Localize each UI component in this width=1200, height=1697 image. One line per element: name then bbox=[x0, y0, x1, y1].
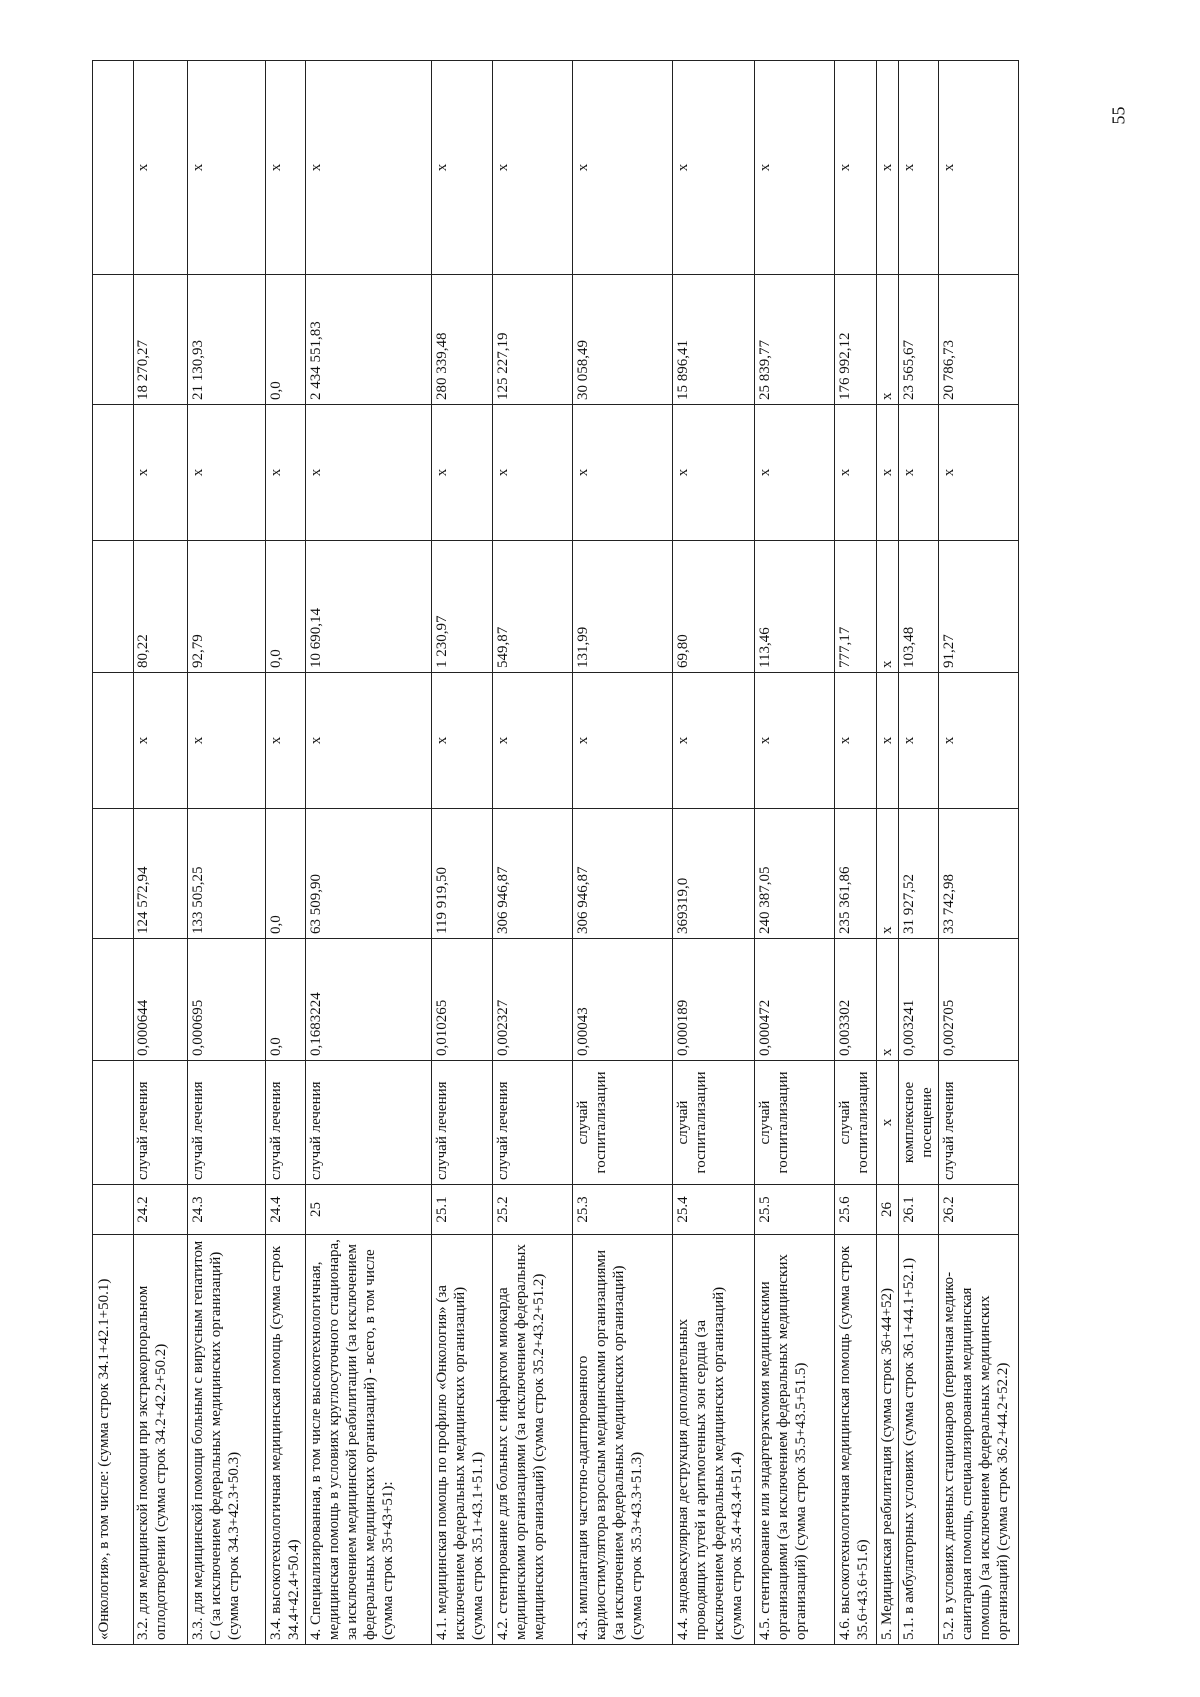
row-col9: х bbox=[876, 275, 898, 405]
table-row bbox=[938, 60, 1019, 1645]
row-col6: х bbox=[265, 673, 305, 809]
row-col8: х bbox=[754, 405, 834, 541]
row-col10 bbox=[93, 60, 133, 275]
row-number: 25.5 bbox=[754, 1185, 834, 1235]
row-col9: 23 565,67 bbox=[898, 275, 938, 405]
row-col8: х bbox=[876, 405, 898, 541]
row-col9: 21 130,93 bbox=[187, 275, 265, 405]
row-col6: х bbox=[132, 673, 187, 809]
row-number: 26.1 bbox=[898, 1185, 938, 1235]
table-row bbox=[92, 60, 134, 1645]
row-col8: х bbox=[898, 405, 938, 541]
row-number: 25.2 bbox=[492, 1185, 572, 1235]
row-name: 3.3. для медицинской помощи больным с вирусным гепатитом С (за исключением федеральных медицинских организаций) (сумма строк 34.3+42.3+50.3) bbox=[187, 1235, 265, 1645]
row-unit: случай госпитализации bbox=[834, 1061, 876, 1185]
row-number: 26.2 bbox=[938, 1185, 1018, 1235]
row-unit: случай лечения bbox=[938, 1061, 1018, 1185]
row-col7: 103,48 bbox=[898, 541, 938, 673]
row-col10: х bbox=[898, 60, 938, 275]
row-name: 5. Медицинская реабилитация (сумма строк 36+44+52) bbox=[876, 1235, 898, 1645]
row-col6: х bbox=[938, 673, 1018, 809]
row-volume bbox=[93, 939, 133, 1061]
row-volume: 0,0 bbox=[265, 939, 305, 1061]
row-col7: 80,22 bbox=[132, 541, 187, 673]
row-volume: 0,1683224 bbox=[305, 939, 431, 1061]
row-col10: х bbox=[754, 60, 834, 275]
row-cost: 0,0 bbox=[265, 809, 305, 939]
row-col8: х bbox=[305, 405, 431, 541]
row-col9: 25 839,77 bbox=[754, 275, 834, 405]
row-number: 25.1 bbox=[431, 1185, 492, 1235]
row-col7: 777,17 bbox=[834, 541, 876, 673]
row-col6: х bbox=[834, 673, 876, 809]
row-cost: 306 946,87 bbox=[572, 809, 672, 939]
row-col6: х bbox=[431, 673, 492, 809]
row-col9: 15 896,41 bbox=[672, 275, 754, 405]
row-name: 4. Специализированная, в том числе высокотехнологичная, медицинская помощь в условиях круглосуточного стационара, за исключением медицинской реабилитации (за исключением федеральных медицинских организаций) - всего, в том числе (сумма строк 35+43+51): bbox=[305, 1235, 431, 1645]
row-col6: х bbox=[876, 673, 898, 809]
row-name: 4.3. имплантация частотно-адаптированного кардиостимулятора взрослым медицинскими организациями (за исключением федеральных медицинских организаций) (сумма строк 35.3+43.3+51.3) bbox=[572, 1235, 672, 1645]
row-col6: х bbox=[187, 673, 265, 809]
row-unit: случай лечения bbox=[132, 1061, 187, 1185]
row-col9: 176 992,12 bbox=[834, 275, 876, 405]
row-volume: 0,010265 bbox=[431, 939, 492, 1061]
row-volume: 0,000189 bbox=[672, 939, 754, 1061]
row-col7 bbox=[93, 541, 133, 673]
row-number: 25.3 bbox=[572, 1185, 672, 1235]
table-row bbox=[754, 60, 835, 1645]
row-col6: х bbox=[898, 673, 938, 809]
row-col9: 125 227,19 bbox=[492, 275, 572, 405]
table-row bbox=[305, 60, 432, 1645]
row-col9: 2 434 551,83 bbox=[305, 275, 431, 405]
row-col9: 18 270,27 bbox=[132, 275, 187, 405]
row-name: 5.1. в амбулаторных условиях (сумма строк 36.1+44.1+52.1) bbox=[898, 1235, 938, 1645]
row-unit: случай госпитализации bbox=[754, 1061, 834, 1185]
row-col10: х bbox=[265, 60, 305, 275]
table-row bbox=[572, 60, 673, 1645]
row-number: 24.4 bbox=[265, 1185, 305, 1235]
row-unit bbox=[93, 1061, 133, 1185]
row-number: 24.3 bbox=[187, 1185, 265, 1235]
row-unit: случай госпитализации bbox=[672, 1061, 754, 1185]
page-number: 55 bbox=[1108, 106, 1129, 124]
row-name: 4.2. стентирование для больных с инфарктом миокарда медицинскими организациями (за исключением федеральных медицинских организаций) (сумма строк 35.2+43.2+51.2) bbox=[492, 1235, 572, 1645]
row-col7: 131,99 bbox=[572, 541, 672, 673]
table-row bbox=[672, 60, 755, 1645]
row-col10: х bbox=[672, 60, 754, 275]
row-col10: х bbox=[187, 60, 265, 275]
row-cost: 235 361,86 bbox=[834, 809, 876, 939]
table-row bbox=[431, 60, 493, 1645]
row-cost: 240 387,05 bbox=[754, 809, 834, 939]
row-col8: х bbox=[492, 405, 572, 541]
row-unit: случай лечения bbox=[431, 1061, 492, 1185]
row-name: 4.4. эндоваскулярная деструкция дополнительных проводящих путей и аритмогенных зон сердца (за исключением федеральных медицинских организаций) (сумма строк 35.4+43.4+51.4) bbox=[672, 1235, 754, 1645]
table-row bbox=[492, 60, 573, 1645]
row-col8: х bbox=[431, 405, 492, 541]
row-col6: х bbox=[305, 673, 431, 809]
row-col7: 0,0 bbox=[265, 541, 305, 673]
row-col9: 280 339,48 bbox=[431, 275, 492, 405]
row-name: 3.2. для медицинской помощи при экстракорпоральном оплодотворении (сумма строк 34.2+42.2+50.2) bbox=[132, 1235, 187, 1645]
row-unit: х bbox=[876, 1061, 898, 1185]
row-col8: х bbox=[187, 405, 265, 541]
row-col7: 69,80 bbox=[672, 541, 754, 673]
row-unit: случай лечения bbox=[492, 1061, 572, 1185]
row-col8: х bbox=[834, 405, 876, 541]
row-col6: х bbox=[672, 673, 754, 809]
row-cost: 63 509,90 bbox=[305, 809, 431, 939]
row-unit: случай лечения bbox=[187, 1061, 265, 1185]
row-unit: случай госпитализации bbox=[572, 1061, 672, 1185]
row-col10: х bbox=[834, 60, 876, 275]
row-col7: х bbox=[876, 541, 898, 673]
row-col7: 91,27 bbox=[938, 541, 1018, 673]
row-number: 25 bbox=[305, 1185, 431, 1235]
row-volume: 0,003302 bbox=[834, 939, 876, 1061]
row-name: 4.1. медицинская помощь по профилю «Онкология» (за исключением федеральных медицинских организаций) (сумма строк 35.1+43.1+51.1) bbox=[431, 1235, 492, 1645]
row-number bbox=[93, 1185, 133, 1235]
row-number: 25.6 bbox=[834, 1185, 876, 1235]
row-volume: 0,002327 bbox=[492, 939, 572, 1061]
row-unit: случай лечения bbox=[305, 1061, 431, 1185]
row-volume: 0,003241 bbox=[898, 939, 938, 1061]
row-col10: х bbox=[132, 60, 187, 275]
row-col10: х bbox=[876, 60, 898, 275]
row-number: 26 bbox=[876, 1185, 898, 1235]
row-col6: х bbox=[492, 673, 572, 809]
row-volume: 0,002705 bbox=[938, 939, 1018, 1061]
row-cost bbox=[93, 809, 133, 939]
row-cost: 124 572,94 bbox=[132, 809, 187, 939]
row-col7: 10 690,14 bbox=[305, 541, 431, 673]
row-cost: х bbox=[876, 809, 898, 939]
row-volume: 0,000644 bbox=[132, 939, 187, 1061]
row-unit: случай лечения bbox=[265, 1061, 305, 1185]
row-cost: 133 505,25 bbox=[187, 809, 265, 939]
row-col6: х bbox=[754, 673, 834, 809]
table-row bbox=[876, 60, 899, 1645]
row-cost: 369319,0 bbox=[672, 809, 754, 939]
row-col7: 549,87 bbox=[492, 541, 572, 673]
table-row bbox=[898, 60, 939, 1645]
row-col8: х bbox=[572, 405, 672, 541]
table-row bbox=[265, 60, 306, 1645]
row-col9: 30 058,49 bbox=[572, 275, 672, 405]
row-col10: х bbox=[572, 60, 672, 275]
row-col9: 20 786,73 bbox=[938, 275, 1018, 405]
row-col7: 113,46 bbox=[754, 541, 834, 673]
row-cost: 306 946,87 bbox=[492, 809, 572, 939]
row-cost: 33 742,98 bbox=[938, 809, 1018, 939]
row-volume: х bbox=[876, 939, 898, 1061]
table-row bbox=[132, 60, 188, 1645]
row-col9: 0,0 bbox=[265, 275, 305, 405]
row-col8 bbox=[93, 405, 133, 541]
row-name: 4.6. высокотехнологичная медицинская помощь (сумма строк 35.6+43.6+51.6) bbox=[834, 1235, 876, 1645]
row-volume: 0,000695 bbox=[187, 939, 265, 1061]
row-number: 25.4 bbox=[672, 1185, 754, 1235]
row-volume: 0,000472 bbox=[754, 939, 834, 1061]
row-number: 24.2 bbox=[132, 1185, 187, 1235]
row-name: 5.2. в условиях дневных стационаров (первичная медико-санитарная помощь, специализированная медицинская помощь) (за исключением федеральных медицинских организаций) (сумма строк 36.2+44.2+52.2) bbox=[938, 1235, 1018, 1645]
row-volume: 0,00043 bbox=[572, 939, 672, 1061]
row-col10: х bbox=[305, 60, 431, 275]
row-unit: комплексное посещение bbox=[898, 1061, 938, 1185]
row-name: 4.5. стентирование или эндартерэктомия медицинскими организациями (за исключением федеральных медицинских организаций) (сумма строк 35.5+43.5+51.5) bbox=[754, 1235, 834, 1645]
row-col6 bbox=[93, 673, 133, 809]
row-col8: х bbox=[672, 405, 754, 541]
row-col6: х bbox=[572, 673, 672, 809]
row-col8: х bbox=[265, 405, 305, 541]
row-col7: 92,79 bbox=[187, 541, 265, 673]
row-col9 bbox=[93, 275, 133, 405]
row-col10: х bbox=[938, 60, 1018, 275]
row-col7: 1 230,97 bbox=[431, 541, 492, 673]
table-row bbox=[187, 60, 266, 1645]
row-name: «Онкология», в том числе: (сумма строк 34.1+42.1+50.1) bbox=[93, 1235, 133, 1645]
row-col10: х bbox=[431, 60, 492, 275]
table-row bbox=[834, 60, 877, 1645]
row-col8: х bbox=[132, 405, 187, 541]
row-name: 3.4. высокотехнологичная медицинская помощь (сумма строк 34.4+42.4+50.4) bbox=[265, 1235, 305, 1645]
row-cost: 119 919,50 bbox=[431, 809, 492, 939]
row-cost: 31 927,52 bbox=[898, 809, 938, 939]
row-col10: х bbox=[492, 60, 572, 275]
data-table bbox=[92, 60, 1162, 1645]
row-col8: х bbox=[938, 405, 1018, 541]
